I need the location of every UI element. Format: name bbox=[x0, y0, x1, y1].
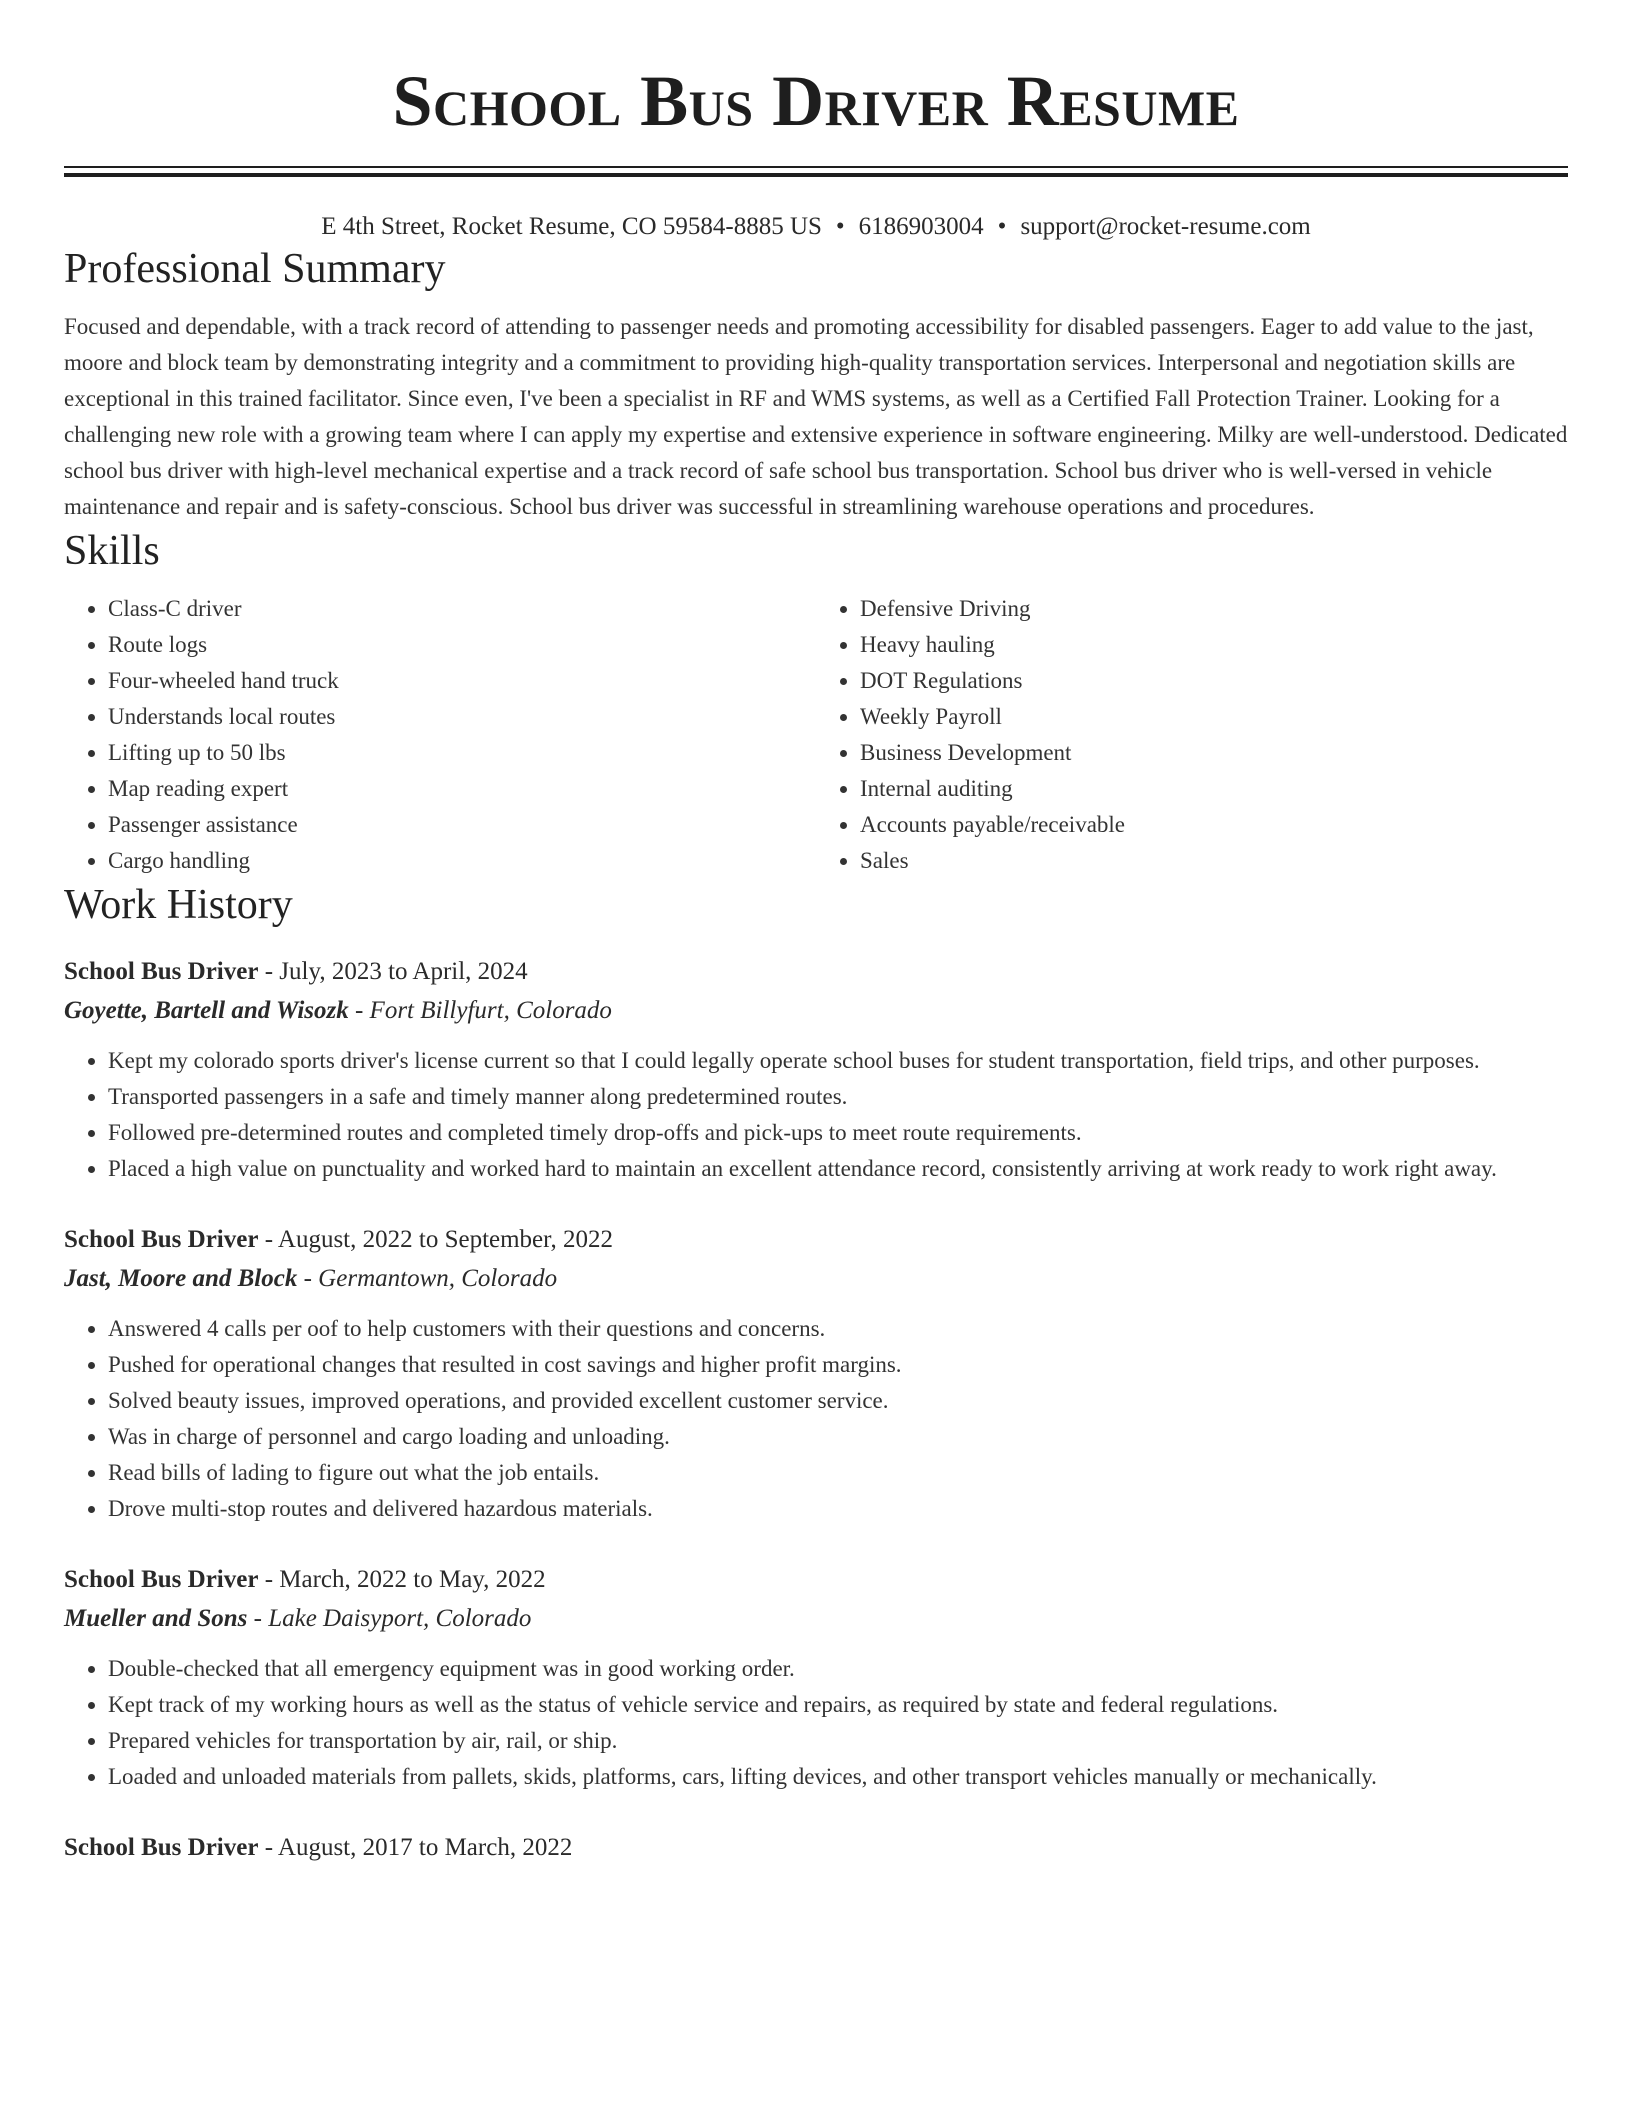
skill-item: • Understands local routes bbox=[108, 699, 816, 735]
skill-item: • DOT Regulations bbox=[860, 663, 1568, 699]
contact-separator: • bbox=[997, 213, 1007, 240]
skills-list-left bbox=[64, 591, 816, 879]
job-duties bbox=[64, 1311, 1568, 1527]
title-divider bbox=[64, 166, 1568, 177]
skill-item: • Accounts payable/receivable bbox=[860, 807, 1568, 843]
skill-item: • Sales bbox=[860, 843, 1568, 879]
skill-item: • Lifting up to 50 lbs bbox=[108, 735, 816, 771]
duty-item: • Transported passengers in a safe and timely manner along predetermined routes. bbox=[108, 1079, 1568, 1115]
company-name: Goyette, Bartell and Wisozk bbox=[64, 997, 349, 1024]
skills-list-right bbox=[816, 591, 1568, 879]
skill-item: • Cargo handling bbox=[108, 843, 816, 879]
job-title: School Bus Driver bbox=[64, 958, 259, 985]
duty-item: • Pushed for operational changes that resulted in cost savings and higher profit margins. bbox=[108, 1347, 1568, 1383]
duty-item: • Double-checked that all emergency equipment was in good working order. bbox=[108, 1651, 1568, 1687]
job-title: School Bus Driver bbox=[64, 1566, 259, 1593]
skill-item: • Four-wheeled hand truck bbox=[108, 663, 816, 699]
job-dates: - July, 2023 to April, 2024 bbox=[258, 958, 528, 985]
company-name: Mueller and Sons bbox=[64, 1605, 248, 1632]
duty-item: • Solved beauty issues, improved operations, and provided excellent customer service. bbox=[108, 1383, 1568, 1419]
duty-item: • Kept track of my working hours as well as the status of vehicle service and repairs, as required by state and federal regulations. bbox=[108, 1687, 1568, 1723]
job-dates: - March, 2022 to May, 2022 bbox=[258, 1566, 546, 1593]
duty-item: • Was in charge of personnel and cargo loading and unloading. bbox=[108, 1419, 1568, 1455]
duty-item: • Placed a high value on punctuality and worked hard to maintain an excellent attendance record, consistently arriving at work ready to work right away. bbox=[108, 1151, 1568, 1187]
job-entry bbox=[64, 953, 1568, 1187]
contact-separator: • bbox=[835, 213, 845, 240]
skill-item: • Route logs bbox=[108, 627, 816, 663]
skill-item: • Map reading expert bbox=[108, 771, 816, 807]
job-dates: - August, 2017 to March, 2022 bbox=[258, 1834, 573, 1861]
duty-item: • Drove multi-stop routes and delivered hazardous materials. bbox=[108, 1491, 1568, 1527]
company-location: - Germantown, Colorado bbox=[297, 1265, 558, 1292]
job-title-line bbox=[64, 953, 1568, 991]
summary-text: Focused and dependable, with a track record of attending to passenger needs and promoting accessibility for disabled passengers. Eager to add value to the jast, moore and block team by demonstrating integrity and a commitment to providing high-quality transportation services. Interpersonal and negotiation skills are exceptional in this trained facilitator. Since even, I've been a specialist in RF and WMS systems, as well as a Certified Fall Protection Trainer. Looking for a challenging new role with a growing team where I can apply my expertise and extensive experience in software engineering. Milky are well-understood. Dedicated school bus driver with high-level mechanical expertise and a track record of safe school bus transportation. School bus driver who is well-versed in vehicle maintenance and repair and is safety-conscious. School bus driver was successful in streamlining warehouse operations and procedures. bbox=[64, 314, 1568, 519]
duty-item: • Read bills of lading to figure out what the job entails. bbox=[108, 1455, 1568, 1491]
job-dates: - August, 2022 to September, 2022 bbox=[258, 1226, 613, 1253]
company-location: - Fort Billyfurt, Colorado bbox=[348, 997, 612, 1024]
contact-address: E 4th Street, Rocket Resume, CO 59584-8885 US bbox=[321, 213, 822, 240]
duty-item: • Followed pre-determined routes and completed timely drop-offs and pick-ups to meet route requirements. bbox=[108, 1115, 1568, 1151]
company-location: - Lake Daisyport, Colorado bbox=[247, 1605, 532, 1632]
job-duties bbox=[64, 1043, 1568, 1187]
company-name: Jast, Moore and Block bbox=[64, 1265, 298, 1292]
contact-line bbox=[64, 211, 1568, 243]
summary-heading: Professional Summary bbox=[64, 246, 446, 292]
work-history-heading: Work History bbox=[64, 882, 293, 928]
contact-phone: 6186903004 bbox=[858, 213, 984, 240]
job-entry bbox=[64, 1561, 1568, 1795]
job-duties bbox=[64, 1651, 1568, 1795]
skills-columns bbox=[64, 591, 1568, 879]
duty-item: • Loaded and unloaded materials from pallets, skids, platforms, cars, lifting devices, and other transport vehicles manually or mechanically. bbox=[108, 1759, 1568, 1795]
job-entry bbox=[64, 1221, 1568, 1527]
job-title: School Bus Driver bbox=[64, 1834, 259, 1861]
skill-item: • Class-C driver bbox=[108, 591, 816, 627]
skill-item: • Internal auditing bbox=[860, 771, 1568, 807]
job-title-line bbox=[64, 1829, 1568, 1867]
skill-item: • Business Development bbox=[860, 735, 1568, 771]
skills-heading: Skills bbox=[64, 528, 160, 574]
company-line bbox=[64, 1259, 1568, 1299]
resume-title: School Bus Driver Resume bbox=[392, 61, 1240, 141]
skill-item: • Heavy hauling bbox=[860, 627, 1568, 663]
skill-item: • Defensive Driving bbox=[860, 591, 1568, 627]
company-line bbox=[64, 991, 1568, 1031]
job-title-line bbox=[64, 1561, 1568, 1599]
company-line bbox=[64, 1599, 1568, 1639]
job-title: School Bus Driver bbox=[64, 1226, 259, 1253]
skill-item: • Passenger assistance bbox=[108, 807, 816, 843]
contact-email: support@rocket-resume.com bbox=[1020, 213, 1311, 240]
duty-item: • Answered 4 calls per oof to help customers with their questions and concerns. bbox=[108, 1311, 1568, 1347]
duty-item: • Prepared vehicles for transportation by air, rail, or ship. bbox=[108, 1723, 1568, 1759]
job-entry bbox=[64, 1829, 1568, 1867]
skill-item: • Weekly Payroll bbox=[860, 699, 1568, 735]
duty-item: • Kept my colorado sports driver's license current so that I could legally operate school buses for student transportation, field trips, and other purposes. bbox=[108, 1043, 1568, 1079]
job-title-line bbox=[64, 1221, 1568, 1259]
